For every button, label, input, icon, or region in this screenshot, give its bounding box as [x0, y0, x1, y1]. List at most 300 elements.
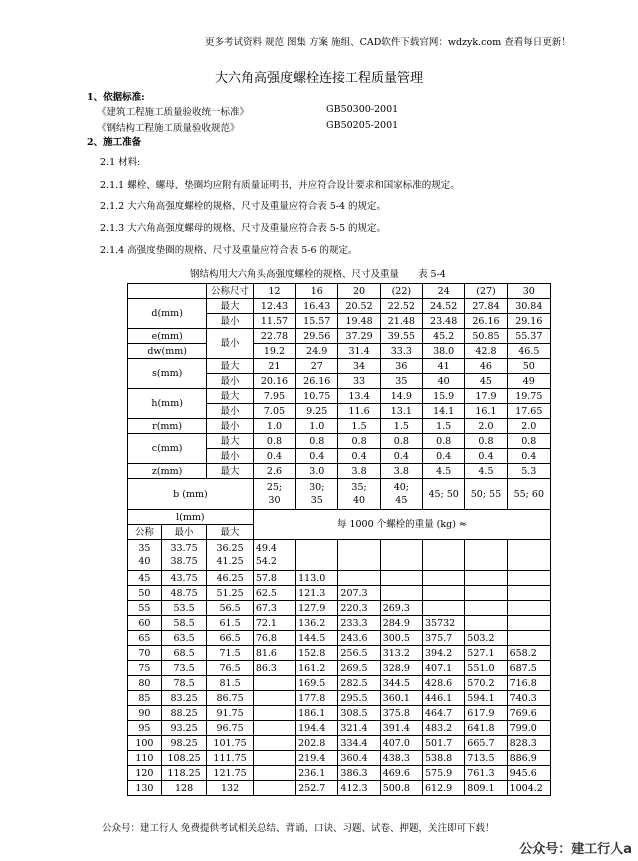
- dim-value: 3.8: [380, 464, 422, 479]
- weight-value: 570.2: [465, 676, 507, 691]
- weight-value: 328.9: [380, 661, 422, 676]
- dim-value: 46: [465, 359, 507, 374]
- length-value: 56.5: [207, 601, 254, 616]
- weight-value: 252.7: [296, 781, 338, 796]
- length-value: 61.5: [207, 616, 254, 631]
- b-value-part: 40;: [393, 482, 409, 493]
- watermark: 公众号：建工行人a: [519, 842, 632, 857]
- length-value: 55: [128, 601, 162, 616]
- length-value: 70: [128, 646, 162, 661]
- b-value: [423, 479, 465, 510]
- weight-value: 665.7: [465, 736, 507, 751]
- length-value: 48.75: [161, 586, 206, 601]
- dim-value: 21.48: [380, 314, 422, 329]
- length-value: 93.25: [161, 721, 206, 736]
- weight-value: 687.5: [507, 661, 550, 676]
- weight-value: [380, 571, 422, 586]
- length-value: 78.5: [161, 676, 206, 691]
- size-header: 16: [296, 284, 338, 299]
- table-row: [128, 419, 551, 434]
- weight-value: 76.8: [253, 631, 295, 646]
- length-value: 68.5: [161, 646, 206, 661]
- dim-value: 0.8: [296, 434, 338, 449]
- weight-value: [465, 601, 507, 616]
- weight-value: 360.1: [380, 691, 422, 706]
- weight-value: [338, 571, 380, 586]
- dim-value: 24.9: [296, 344, 338, 359]
- weight-value: 243.6: [338, 631, 380, 646]
- dim-value: 11.6: [338, 404, 380, 419]
- page-header: 更多考试资料 规范 图集 方案 施组、CAD软件下载官网：wdzyk.com 查看每日更新！: [205, 37, 571, 48]
- b-value-part: 45; 50: [428, 488, 459, 500]
- length-value: 96.75: [207, 721, 254, 736]
- dim-value: 13.1: [380, 404, 422, 419]
- table-row: [128, 721, 551, 736]
- dim-value: 42.8: [465, 344, 507, 359]
- dim-value: 14.1: [423, 404, 465, 419]
- dim-value: 1.5: [423, 419, 465, 434]
- param-label: dw(mm): [128, 344, 207, 359]
- dim-value: 33.3: [380, 344, 422, 359]
- dim-value: 2.0: [465, 419, 507, 434]
- paragraph-2-1-2: 2.1.2 大六角高强度螺栓的规格、尺寸及重量应符合表 5-4 的规定。: [100, 201, 387, 212]
- length-value: 75: [128, 661, 162, 676]
- weight-value: 501.7: [423, 736, 465, 751]
- size-header: 20: [338, 284, 380, 299]
- weight-value: 886.9: [507, 751, 550, 766]
- length-value: 98.25: [161, 736, 206, 751]
- dim-value: 15.57: [296, 314, 338, 329]
- length-value: [128, 540, 162, 571]
- weight-value: [253, 540, 295, 571]
- dim-value: 36: [380, 359, 422, 374]
- weight-value: 740.3: [507, 691, 550, 706]
- weight-value: [423, 571, 465, 586]
- weight-value: [380, 540, 422, 571]
- dim-value: 26.16: [465, 314, 507, 329]
- weight-value: 282.5: [338, 676, 380, 691]
- length-value: 100: [128, 736, 162, 751]
- weight-value: [423, 601, 465, 616]
- weight-value: [296, 540, 338, 571]
- l-sub-label: 最大: [207, 525, 254, 540]
- param-label: h(mm): [128, 389, 207, 419]
- dim-value: 19.75: [507, 389, 550, 404]
- dim-value: 1.0: [296, 419, 338, 434]
- limit-label: 最大: [207, 389, 254, 404]
- size-header: (22): [380, 284, 422, 299]
- weight-value: 716.8: [507, 676, 550, 691]
- b-value-part: 45: [395, 495, 408, 506]
- dim-value: 45: [465, 374, 507, 389]
- weight-value: [253, 766, 295, 781]
- dim-value: 4.5: [465, 464, 507, 479]
- weight-value: 503.2: [465, 631, 507, 646]
- dim-value: 50.85: [465, 329, 507, 344]
- weight-value: 407.0: [380, 736, 422, 751]
- weight-value: [253, 676, 295, 691]
- length-value: 80: [128, 676, 162, 691]
- dim-value: 34: [338, 359, 380, 374]
- param-label: z(mm): [128, 464, 207, 479]
- table-row: [128, 601, 551, 616]
- dim-value: 14.9: [380, 389, 422, 404]
- table-row: [128, 299, 551, 314]
- dim-value: 2.0: [507, 419, 550, 434]
- table-row: [128, 661, 551, 676]
- weight-value: 57.8: [253, 571, 295, 586]
- weight-value: 136.2: [296, 616, 338, 631]
- length-part: 38.75: [170, 556, 198, 567]
- weight-value: [465, 540, 507, 571]
- table-row: [128, 586, 551, 601]
- length-value: 43.75: [161, 571, 206, 586]
- dim-value: 4.5: [423, 464, 465, 479]
- prep-heading: 2、施工准备: [87, 137, 142, 148]
- weight-value: 295.5: [338, 691, 380, 706]
- dim-value: 29.56: [296, 329, 338, 344]
- weight-value: 313.2: [380, 646, 422, 661]
- weight-value: 220.3: [338, 601, 380, 616]
- dim-value: 29.16: [507, 314, 550, 329]
- param-label: r(mm): [128, 419, 207, 434]
- length-value: 110: [128, 751, 162, 766]
- param-label: c(mm): [128, 434, 207, 464]
- weight-label: 每 1000 个螺栓的重量 (kg) ≈: [253, 510, 550, 540]
- dim-value: 39.55: [380, 329, 422, 344]
- dim-value: 31.4: [338, 344, 380, 359]
- weight-value: [465, 616, 507, 631]
- table-row: [128, 510, 551, 525]
- dim-value: 21: [253, 359, 295, 374]
- weight-value: 67.3: [253, 601, 295, 616]
- weight-value: 594.1: [465, 691, 507, 706]
- paragraph-2-1-4: 2.1.4 高强度垫圈的规格、尺寸及重量应符合表 5-6 的规定。: [100, 245, 358, 256]
- weight-value: 62.5: [253, 586, 295, 601]
- table-row: [128, 646, 551, 661]
- weight-value: 1004.2: [507, 781, 550, 796]
- length-value: 73.5: [161, 661, 206, 676]
- dim-value: 40: [423, 374, 465, 389]
- weight-value: 617.9: [465, 706, 507, 721]
- dim-value: 30.84: [507, 299, 550, 314]
- weight-value: 334.4: [338, 736, 380, 751]
- table-row: [128, 540, 551, 571]
- dim-value: 45.2: [423, 329, 465, 344]
- dim-value: 35: [380, 374, 422, 389]
- dim-value: 1.5: [380, 419, 422, 434]
- length-value: 90: [128, 706, 162, 721]
- dim-value: 0.4: [507, 449, 550, 464]
- nominal-size-label: 公称尺寸: [207, 284, 254, 299]
- table-row: [128, 389, 551, 404]
- standard-2-code: GB50205-2001: [326, 120, 399, 131]
- length-value: 86.75: [207, 691, 254, 706]
- limit-label: 最小: [207, 404, 254, 419]
- table-row: [128, 766, 551, 781]
- b-value-part: 35;: [351, 482, 367, 493]
- weight-value: 177.8: [296, 691, 338, 706]
- materials-heading: 2.1 材料:: [100, 157, 141, 168]
- weight-value: 464.7: [423, 706, 465, 721]
- b-value: [338, 479, 380, 510]
- table-row: [128, 616, 551, 631]
- dim-value: 0.4: [338, 449, 380, 464]
- dim-value: 20.16: [253, 374, 295, 389]
- weight-value: 551.0: [465, 661, 507, 676]
- weight-value: 612.9: [423, 781, 465, 796]
- weight-value: 121.3: [296, 586, 338, 601]
- weight-value: 202.8: [296, 736, 338, 751]
- weight-value: 391.4: [380, 721, 422, 736]
- dim-value: 27.84: [465, 299, 507, 314]
- weight-value: 658.2: [507, 646, 550, 661]
- weight-value: 300.5: [380, 631, 422, 646]
- weight-value: 161.2: [296, 661, 338, 676]
- weight-value: [253, 721, 295, 736]
- dim-value: 7.05: [253, 404, 295, 419]
- table-row: [128, 344, 551, 359]
- dim-value: 0.4: [253, 449, 295, 464]
- length-value: 83.25: [161, 691, 206, 706]
- weight-value: 538.8: [423, 751, 465, 766]
- dim-value: 49: [507, 374, 550, 389]
- length-value: 91.75: [207, 706, 254, 721]
- weight-value: [507, 601, 550, 616]
- dim-value: 3.8: [338, 464, 380, 479]
- weight-value: [253, 691, 295, 706]
- weight-value: 269.5: [338, 661, 380, 676]
- standard-1-code: GB50300-2001: [326, 104, 399, 115]
- weight-value: [253, 736, 295, 751]
- limit-label: 最小: [207, 449, 254, 464]
- limit-label: 最小: [207, 329, 254, 359]
- table-row: [128, 676, 551, 691]
- dim-value: 11.57: [253, 314, 295, 329]
- weight-value: 344.5: [380, 676, 422, 691]
- standard-2-name: 《钢结构工程施工质量验收规范》: [97, 123, 240, 134]
- length-value: 95: [128, 721, 162, 736]
- table-caption: 钢结构用大六角头高强度螺栓的规格、尺寸及重量 表 5-4: [190, 269, 446, 280]
- b-value: [296, 479, 338, 510]
- weight-value: 809.1: [465, 781, 507, 796]
- b-value-part: 55; 60: [513, 488, 544, 500]
- dim-value: 33: [338, 374, 380, 389]
- length-value: 65: [128, 631, 162, 646]
- weight-value: 438.3: [380, 751, 422, 766]
- length-part: 41.25: [216, 556, 244, 567]
- length-part: 40: [138, 556, 151, 567]
- weight-value: 236.1: [296, 766, 338, 781]
- b-value: [465, 479, 507, 510]
- weight-value: 769.6: [507, 706, 550, 721]
- dim-value: 0.8: [338, 434, 380, 449]
- length-value: [161, 540, 206, 571]
- b-label: b (mm): [128, 479, 254, 510]
- weight-value: 152.8: [296, 646, 338, 661]
- length-part: 36.25: [216, 543, 244, 554]
- weight-value: [253, 751, 295, 766]
- weight-value: 144.5: [296, 631, 338, 646]
- blank-cell: [128, 284, 207, 299]
- weight-value: 256.5: [338, 646, 380, 661]
- param-label: s(mm): [128, 359, 207, 389]
- weight-value: 483.2: [423, 721, 465, 736]
- length-value: 85: [128, 691, 162, 706]
- dim-value: 41: [423, 359, 465, 374]
- dim-value: 12.43: [253, 299, 295, 314]
- weight-value: 194.4: [296, 721, 338, 736]
- dim-value: 0.4: [380, 449, 422, 464]
- dim-value: 9.25: [296, 404, 338, 419]
- weight-part: 54.2: [255, 556, 277, 567]
- dim-value: 16.43: [296, 299, 338, 314]
- table-row: [128, 631, 551, 646]
- weight-value: 412.3: [338, 781, 380, 796]
- table-row: [128, 751, 551, 766]
- length-value: 120: [128, 766, 162, 781]
- length-value: 118.25: [161, 766, 206, 781]
- weight-value: 575.9: [423, 766, 465, 781]
- dim-value: 0.8: [253, 434, 295, 449]
- dim-value: 19.48: [338, 314, 380, 329]
- weight-value: 375.8: [380, 706, 422, 721]
- dim-value: 26.16: [296, 374, 338, 389]
- length-value: 63.5: [161, 631, 206, 646]
- limit-label: 最小: [207, 314, 254, 329]
- dim-value: 38.0: [423, 344, 465, 359]
- table-row: [128, 479, 551, 510]
- table-row: [128, 781, 551, 796]
- l-sub-label: 最小: [161, 525, 206, 540]
- length-value: 101.75: [207, 736, 254, 751]
- length-value: 46.25: [207, 571, 254, 586]
- limit-label: 最大: [207, 299, 254, 314]
- weight-value: 945.6: [507, 766, 550, 781]
- weight-value: 219.4: [296, 751, 338, 766]
- dim-value: 0.4: [465, 449, 507, 464]
- dim-value: 22.78: [253, 329, 295, 344]
- dim-value: 13.4: [338, 389, 380, 404]
- weight-value: 72.1: [253, 616, 295, 631]
- table-row: [128, 691, 551, 706]
- l-label: l(mm): [128, 510, 254, 525]
- limit-label: 最大: [207, 434, 254, 449]
- b-value: [507, 479, 550, 510]
- weight-value: 500.8: [380, 781, 422, 796]
- paragraph-2-1-3: 2.1.3 大六角高强度螺母的规格、尺寸及重量应符合表 5-5 的规定。: [100, 223, 387, 234]
- weight-value: 375.7: [423, 631, 465, 646]
- dim-value: 17.65: [507, 404, 550, 419]
- size-header: 12: [253, 284, 295, 299]
- weight-value: [253, 781, 295, 796]
- bolt-spec-table: [127, 283, 551, 796]
- b-value: [253, 479, 295, 510]
- standard-1-name: 《建筑工程施工质量验收统一标准》: [97, 107, 250, 118]
- size-header: 24: [423, 284, 465, 299]
- dim-value: 0.8: [465, 434, 507, 449]
- weight-value: 321.4: [338, 721, 380, 736]
- dim-value: 2.6: [253, 464, 295, 479]
- length-value: 50: [128, 586, 162, 601]
- length-value: 130: [128, 781, 162, 796]
- table-row: [128, 736, 551, 751]
- b-value-part: 40: [353, 495, 366, 506]
- page-footer: 公众号：建工行人 免费提供考试相关总结、背诵、口诀、习题、试卷、押题，关注即可下载！: [102, 823, 495, 834]
- weight-value: [507, 631, 550, 646]
- weight-value: [507, 616, 550, 631]
- length-part: 33.75: [170, 543, 198, 554]
- dim-value: 46.5: [507, 344, 550, 359]
- dim-value: 5.3: [507, 464, 550, 479]
- length-value: 60: [128, 616, 162, 631]
- table-row: [128, 329, 551, 344]
- length-part: 35: [138, 543, 151, 554]
- length-value: 88.25: [161, 706, 206, 721]
- weight-value: 386.3: [338, 766, 380, 781]
- weight-value: 86.3: [253, 661, 295, 676]
- page-title: 大六角高强度螺栓连接工程质量管理: [214, 71, 423, 86]
- size-header: (27): [465, 284, 507, 299]
- weight-value: 828.3: [507, 736, 550, 751]
- weight-value: [507, 571, 550, 586]
- weight-value: [423, 586, 465, 601]
- weight-value: 113.0: [296, 571, 338, 586]
- dim-value: 0.8: [423, 434, 465, 449]
- length-value: 51.25: [207, 586, 254, 601]
- dim-value: 10.75: [296, 389, 338, 404]
- weight-value: 394.2: [423, 646, 465, 661]
- weight-value: [465, 571, 507, 586]
- weight-value: 233.3: [338, 616, 380, 631]
- weight-value: [253, 706, 295, 721]
- weight-value: 761.3: [465, 766, 507, 781]
- weight-value: 284.9: [380, 616, 422, 631]
- table-row: [128, 359, 551, 374]
- length-value: 58.5: [161, 616, 206, 631]
- weight-value: 713.5: [465, 751, 507, 766]
- table-row: [128, 464, 551, 479]
- length-value: 108.25: [161, 751, 206, 766]
- dim-value: 0.8: [380, 434, 422, 449]
- limit-label: 最小: [207, 374, 254, 389]
- length-value: 132: [207, 781, 254, 796]
- dim-value: 1.5: [338, 419, 380, 434]
- weight-value: [380, 586, 422, 601]
- weight-value: 308.5: [338, 706, 380, 721]
- weight-value: 446.1: [423, 691, 465, 706]
- weight-value: 186.1: [296, 706, 338, 721]
- dim-value: 15.9: [423, 389, 465, 404]
- weight-value: [465, 586, 507, 601]
- b-value-part: 30;: [309, 482, 325, 493]
- b-value-part: 30: [268, 495, 281, 506]
- length-value: 76.5: [207, 661, 254, 676]
- table-row: [128, 571, 551, 586]
- weight-value: 127.9: [296, 601, 338, 616]
- weight-part: 49.4: [255, 543, 277, 554]
- dim-value: 3.0: [296, 464, 338, 479]
- table-row: [128, 284, 551, 299]
- weight-value: 360.4: [338, 751, 380, 766]
- dim-value: 0.4: [296, 449, 338, 464]
- dim-value: 16.1: [465, 404, 507, 419]
- param-label: d(mm): [128, 299, 207, 329]
- dim-value: 0.4: [423, 449, 465, 464]
- dim-value: 1.0: [253, 419, 295, 434]
- weight-value: [338, 540, 380, 571]
- weight-value: 799.0: [507, 721, 550, 736]
